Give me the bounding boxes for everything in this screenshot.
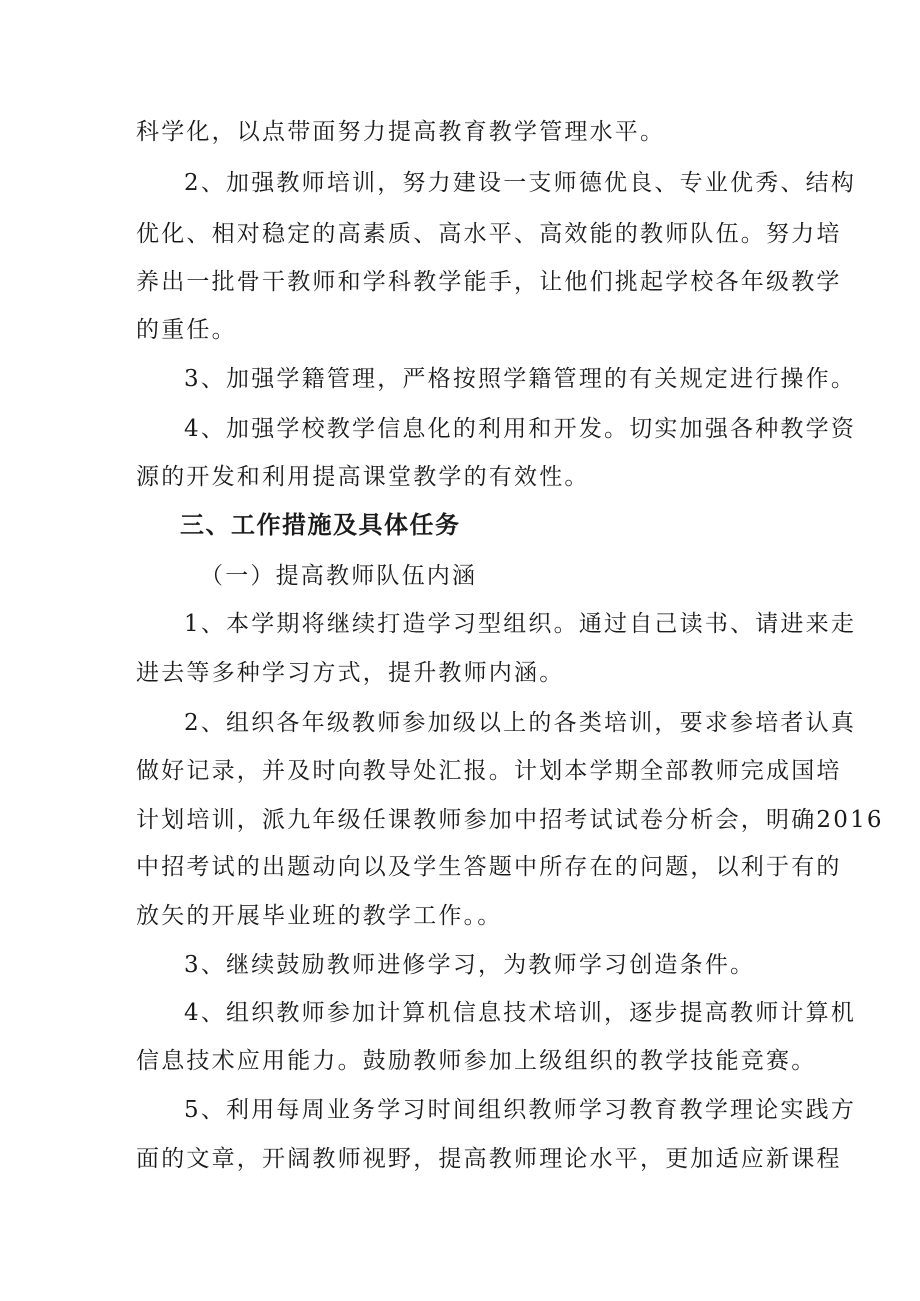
- text-line: 5、利用每周业务学习时间组织教师学习教育教学理论实践方: [184, 1097, 857, 1123]
- section-heading: 三、工作措施及具体任务: [180, 511, 461, 539]
- text-line: 3、加强学籍管理，严格按照学籍管理的有关规定进行操作。: [184, 366, 857, 392]
- text-line: 放矢的开展毕业班的教学工作。。: [136, 903, 503, 929]
- text-line: 2、组织各年级教师参加级以上的各类培训，要求参培者认真: [184, 710, 857, 736]
- text-line: 1、本学期将继续打造学习型组织。通过自己读书、请进来走: [184, 611, 857, 637]
- text-line: 科学化，以点带面努力提高教育教学管理水平。: [136, 119, 666, 145]
- subsection-heading: （一）提高教师队伍内涵: [200, 563, 478, 589]
- text-line: 源的开发和利用提高课堂教学的有效性。: [136, 464, 590, 490]
- text-line: 优化、相对稳定的高素质、高水平、高效能的教师队伍。努力培: [136, 221, 842, 247]
- text-line: 2、加强教师培训，努力建设一支师德优良、专业优秀、结构: [184, 170, 857, 196]
- text-line: 信息技术应用能力。鼓励教师参加上级组织的教学技能竞赛。: [136, 1048, 817, 1074]
- text-line: 面的文章，开阔教师视野，提高教师理论水平，更加适应新课程: [136, 1146, 842, 1172]
- text-line: 中招考试的出题动向以及学生答题中所存在的问题，以利于有的: [136, 854, 842, 880]
- text-line: 进去等多种学习方式，提升教师内涵。: [136, 660, 565, 686]
- text-line: 4、组织教师参加计算机信息技术培训，逐步提高教师计算机: [184, 1000, 857, 1026]
- text-line: 养出一批骨干教师和学科教学能手，让他们挑起学校各年级教学: [136, 269, 842, 295]
- text-line: 3、继续鼓励教师进修学习，为教师学习创造条件。: [184, 952, 756, 978]
- text-line: 做好记录，并及时向教导处汇报。计划本学期全部教师完成国培: [136, 758, 842, 784]
- text-line: 4、加强学校教学信息化的利用和开发。切实加强各种教学资: [184, 416, 857, 442]
- text-line: 的重任。: [136, 317, 237, 343]
- text-line: 计划培训，派九年级任课教师参加中招考试试卷分析会，明确2016: [136, 807, 884, 833]
